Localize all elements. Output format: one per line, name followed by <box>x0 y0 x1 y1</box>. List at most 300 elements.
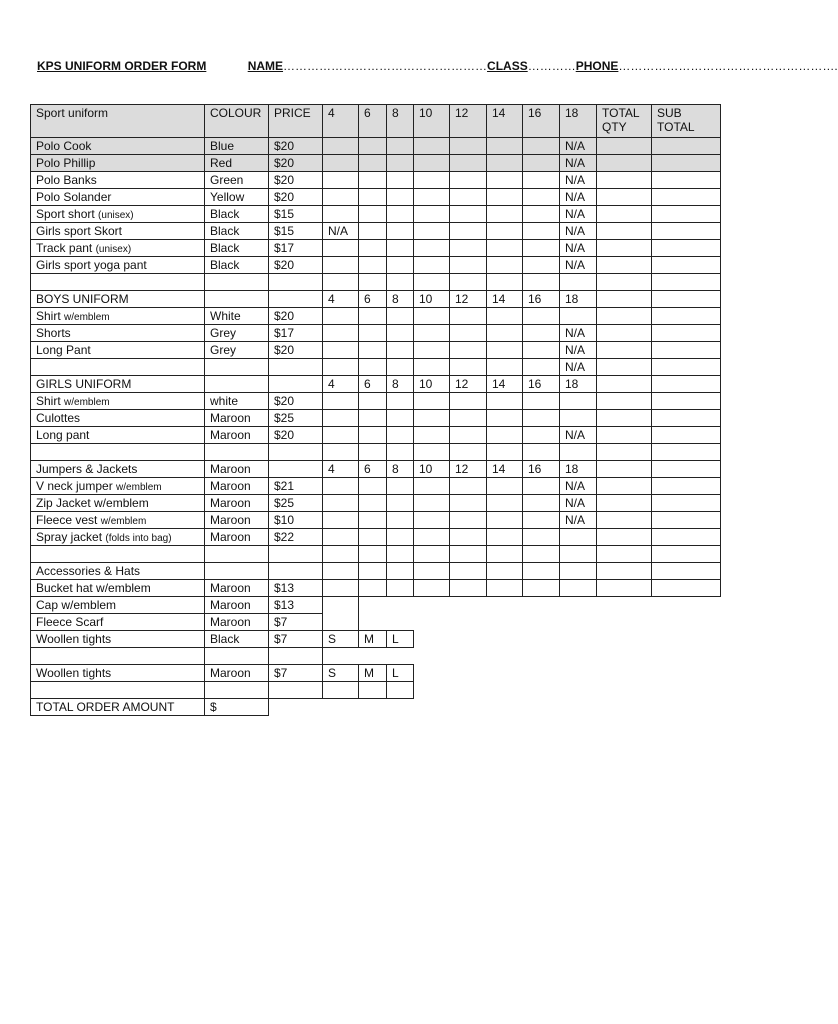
size-qty-cell[interactable] <box>413 409 449 426</box>
size-qty-cell[interactable] <box>322 239 358 256</box>
row-price: $20 <box>274 190 295 204</box>
size-header: 8 <box>392 377 399 391</box>
size-qty-cell[interactable] <box>413 154 449 171</box>
grid-line <box>358 104 359 597</box>
total-qty-cell[interactable] <box>596 341 651 358</box>
row-colour: Grey <box>210 326 237 340</box>
row-colour: Maroon <box>210 581 251 595</box>
size-qty-cell[interactable] <box>386 494 413 511</box>
size-qty-cell[interactable] <box>449 409 486 426</box>
grid-line <box>30 104 31 597</box>
sub-total-cell[interactable] <box>651 392 720 409</box>
column-header-item: Sport uniform <box>36 106 109 120</box>
size-qty-cell[interactable] <box>522 222 559 239</box>
total-qty-cell[interactable] <box>596 562 651 579</box>
size-qty-cell <box>486 358 522 375</box>
size-qty-cell[interactable] <box>559 562 596 579</box>
size-qty-cell[interactable] <box>449 477 486 494</box>
sub-total-cell[interactable] <box>651 511 720 528</box>
item-name: Polo Banks <box>36 173 97 187</box>
item-name: Polo Cook <box>36 139 92 153</box>
size-qty-cell[interactable] <box>322 511 358 528</box>
size-qty-cell[interactable] <box>386 528 413 545</box>
row-item-label <box>30 681 204 698</box>
size-qty-cell[interactable] <box>386 171 413 188</box>
size-qty-cell[interactable] <box>358 239 386 256</box>
size-header: 10 <box>419 377 433 391</box>
grid-line <box>449 104 450 597</box>
name-field[interactable]: …………………………………………… <box>283 59 488 73</box>
row-price: $17 <box>274 326 295 340</box>
item-name: Jumpers & Jackets <box>36 462 138 476</box>
size-qty-cell[interactable] <box>413 188 449 205</box>
row-item-label: Woollen tights <box>36 632 112 646</box>
size-qty-cell[interactable] <box>449 579 486 596</box>
size-qty-cell[interactable] <box>559 307 596 324</box>
size-qty-cell[interactable] <box>449 562 486 579</box>
grid-line <box>30 698 323 699</box>
size-qty-cell[interactable] <box>358 154 386 171</box>
size-qty-cell[interactable] <box>322 426 358 443</box>
size-qty-cell[interactable] <box>386 511 413 528</box>
row-price: $7 <box>274 666 288 680</box>
size-qty-cell <box>449 443 486 460</box>
total-qty-cell[interactable] <box>596 222 651 239</box>
total-qty-cell[interactable] <box>596 205 651 222</box>
grid-line <box>486 104 487 597</box>
phone-field[interactable]: ………………………………………………. <box>618 59 838 73</box>
grid-line <box>30 613 323 614</box>
size-qty-cell[interactable] <box>386 307 413 324</box>
size-qty-cell[interactable] <box>522 341 559 358</box>
sub-total-cell[interactable] <box>651 409 720 426</box>
size-qty-cell[interactable] <box>449 511 486 528</box>
item-note: w/emblem <box>64 397 110 408</box>
size-qty-cell[interactable] <box>486 205 522 222</box>
form-header <box>37 59 838 73</box>
size-qty-cell[interactable] <box>322 562 358 579</box>
sub-total-cell[interactable] <box>651 528 720 545</box>
size-qty-cell[interactable] <box>486 477 522 494</box>
size-qty-cell[interactable] <box>358 494 386 511</box>
total-qty-cell[interactable] <box>596 188 651 205</box>
size-qty-cell[interactable] <box>413 256 449 273</box>
size-header: 18 <box>565 292 579 306</box>
size-qty-cell[interactable] <box>386 205 413 222</box>
sub-total-cell[interactable] <box>651 426 720 443</box>
size-qty-cell[interactable] <box>449 494 486 511</box>
size-qty-cell <box>386 358 413 375</box>
size-qty-cell[interactable] <box>449 528 486 545</box>
size-qty-cell[interactable] <box>522 307 559 324</box>
grid-line <box>413 664 414 682</box>
row-price: $20 <box>274 173 295 187</box>
sub-total-cell[interactable] <box>651 205 720 222</box>
size-qty-cell[interactable] <box>322 171 358 188</box>
size-qty-cell[interactable] <box>386 256 413 273</box>
size-qty-cell[interactable] <box>522 154 559 171</box>
column-header-colour: COLOUR <box>210 106 262 120</box>
size-qty-cell[interactable] <box>522 256 559 273</box>
size-qty-cell[interactable] <box>322 137 358 154</box>
size-qty-cell[interactable] <box>413 511 449 528</box>
size-qty-cell[interactable] <box>386 409 413 426</box>
size-qty-cell[interactable] <box>522 239 559 256</box>
size-qty-cell[interactable] <box>486 494 522 511</box>
size-qty-cell[interactable] <box>386 324 413 341</box>
grid-line <box>30 562 721 563</box>
row-price: $20 <box>274 309 295 323</box>
size-qty-cell[interactable] <box>358 477 386 494</box>
size-qty-cell[interactable] <box>386 426 413 443</box>
size-qty-cell[interactable] <box>358 137 386 154</box>
size-qty-cell[interactable] <box>386 222 413 239</box>
sub-total-cell[interactable] <box>651 460 720 477</box>
size-qty-cell[interactable] <box>322 528 358 545</box>
size-qty-cell[interactable] <box>358 392 386 409</box>
grid-line <box>30 188 721 189</box>
size-qty-cell[interactable] <box>522 171 559 188</box>
item-note: (unisex) <box>98 210 134 221</box>
sub-total-cell[interactable] <box>651 154 720 171</box>
size-qty-cell[interactable] <box>486 426 522 443</box>
size-qty-cell <box>522 273 559 290</box>
grid-line <box>30 324 721 325</box>
size-qty-cell[interactable] <box>486 171 522 188</box>
row-colour: Black <box>210 224 240 238</box>
size-qty-cell <box>386 443 413 460</box>
sub-total-cell[interactable] <box>651 562 720 579</box>
row-item-label <box>30 154 204 171</box>
size-header: 4 <box>328 292 335 306</box>
row-price: $20 <box>274 343 295 357</box>
size-qty-cell[interactable] <box>386 154 413 171</box>
size-qty-cell[interactable] <box>522 324 559 341</box>
size-header: 14 <box>492 377 506 391</box>
grid-line <box>386 664 387 682</box>
size-header: 4 <box>328 462 335 476</box>
size-qty-cell[interactable] <box>486 392 522 409</box>
size-qty-cell[interactable] <box>413 171 449 188</box>
size-qty-cell[interactable] <box>413 392 449 409</box>
row-item-label <box>30 341 204 358</box>
sub-total-cell[interactable] <box>651 341 720 358</box>
size-qty-cell[interactable] <box>413 239 449 256</box>
grid-line <box>30 426 721 427</box>
grid-line <box>322 681 414 682</box>
size-qty-cell[interactable] <box>358 222 386 239</box>
size-qty-cell <box>486 545 522 562</box>
row-item-label <box>30 392 204 409</box>
row-item-label <box>30 579 204 596</box>
size-qty-cell[interactable] <box>322 188 358 205</box>
size-qty-cell[interactable] <box>449 188 486 205</box>
size-qty-cell[interactable] <box>413 477 449 494</box>
grid-line <box>30 222 721 223</box>
grid-line <box>30 239 721 240</box>
size-qty-cell[interactable] <box>413 222 449 239</box>
item-name: Track pant <box>36 241 93 255</box>
size-qty-cell[interactable] <box>322 256 358 273</box>
size-qty-cell[interactable] <box>486 579 522 596</box>
total-qty-cell[interactable] <box>596 579 651 596</box>
row-price: $20 <box>274 394 295 408</box>
sub-total-cell[interactable] <box>651 137 720 154</box>
size-qty-cell[interactable] <box>559 392 596 409</box>
total-qty-cell[interactable] <box>596 239 651 256</box>
total-qty-cell[interactable] <box>596 528 651 545</box>
total-qty-cell[interactable] <box>596 137 651 154</box>
size-qty-cell[interactable] <box>413 562 449 579</box>
size-qty-cell[interactable] <box>413 426 449 443</box>
sub-total-cell[interactable] <box>651 494 720 511</box>
total-qty-cell[interactable] <box>596 511 651 528</box>
total-qty-cell[interactable] <box>596 256 651 273</box>
column-header-size-14: 14 <box>492 106 506 120</box>
row-item-label <box>30 137 204 154</box>
size-qty-cell[interactable] <box>449 426 486 443</box>
item-name: Bucket hat w/emblem <box>36 581 151 595</box>
grid-line <box>413 681 414 699</box>
size-qty-cell[interactable] <box>522 409 559 426</box>
size-qty-cell[interactable] <box>413 494 449 511</box>
row-item-label <box>30 324 204 341</box>
row-colour: Maroon <box>210 479 251 493</box>
size-qty-cell[interactable] <box>522 137 559 154</box>
grid-line <box>386 681 387 699</box>
item-note: w/emblem <box>64 312 110 323</box>
sub-total-cell[interactable] <box>651 477 720 494</box>
row-colour: Maroon <box>210 496 251 510</box>
size-qty-cell[interactable] <box>486 239 522 256</box>
size-qty-cell[interactable] <box>358 511 386 528</box>
size-qty-cell <box>522 358 559 375</box>
size-qty-cell[interactable] <box>322 477 358 494</box>
sub-total-cell[interactable] <box>651 256 720 273</box>
size-qty-cell[interactable] <box>522 562 559 579</box>
item-name: Polo Solander <box>36 190 112 204</box>
size-qty-cell[interactable] <box>386 562 413 579</box>
size-qty-cell[interactable] <box>486 188 522 205</box>
item-name: Girls sport Skort <box>36 224 123 238</box>
sub-total-cell[interactable] <box>651 239 720 256</box>
size-qty-cell[interactable] <box>449 171 486 188</box>
item-name: Culottes <box>36 411 81 425</box>
size-qty-cell[interactable] <box>486 562 522 579</box>
size-qty-cell[interactable] <box>486 154 522 171</box>
size-qty-cell[interactable] <box>522 426 559 443</box>
total-qty-cell[interactable] <box>596 307 651 324</box>
size-m-label: M <box>364 666 374 680</box>
total-qty-cell[interactable] <box>596 460 651 477</box>
grid-line <box>322 104 323 597</box>
size-header: 6 <box>364 292 371 306</box>
size-na: N/A <box>565 343 586 357</box>
row-price: $21 <box>274 479 295 493</box>
sub-total-cell[interactable] <box>651 290 720 307</box>
size-qty-cell[interactable] <box>522 528 559 545</box>
column-header-size-4: 4 <box>328 106 335 120</box>
grid-line <box>30 579 721 580</box>
size-header: 10 <box>419 292 433 306</box>
row-colour: $ <box>210 700 217 714</box>
size-qty-cell[interactable] <box>358 307 386 324</box>
item-name: Shorts <box>36 326 71 340</box>
size-qty-cell[interactable] <box>449 154 486 171</box>
size-qty-cell[interactable] <box>413 324 449 341</box>
size-qty-cell[interactable] <box>322 324 358 341</box>
size-header: 14 <box>492 292 506 306</box>
size-qty-cell[interactable] <box>486 137 522 154</box>
total-qty-cell[interactable] <box>596 324 651 341</box>
grid-line <box>322 647 414 648</box>
size-qty-cell[interactable] <box>486 409 522 426</box>
row-item-label <box>30 409 204 426</box>
total-qty-cell[interactable] <box>596 171 651 188</box>
size-qty-cell[interactable] <box>522 511 559 528</box>
row-colour: Maroon <box>210 615 251 629</box>
size-qty-cell[interactable] <box>449 222 486 239</box>
size-qty-cell <box>449 545 486 562</box>
size-qty-cell[interactable] <box>522 392 559 409</box>
size-qty-cell[interactable] <box>322 205 358 222</box>
grid-line <box>30 375 721 376</box>
size-qty-cell[interactable] <box>413 205 449 222</box>
total-qty-cell[interactable] <box>596 290 651 307</box>
total-qty-cell[interactable] <box>596 494 651 511</box>
size-qty-cell <box>358 545 386 562</box>
size-qty-cell[interactable] <box>449 239 486 256</box>
size-qty-cell[interactable] <box>322 494 358 511</box>
size-qty-cell[interactable] <box>559 409 596 426</box>
size-header: 12 <box>455 292 469 306</box>
size-qty-cell[interactable] <box>522 494 559 511</box>
size-qty-cell[interactable] <box>486 341 522 358</box>
size-qty-cell[interactable] <box>358 171 386 188</box>
size-qty-cell[interactable] <box>358 562 386 579</box>
size-qty-cell[interactable] <box>386 579 413 596</box>
size-qty-cell[interactable] <box>413 579 449 596</box>
class-field[interactable]: ………… <box>527 59 576 73</box>
row-item-label <box>30 222 204 239</box>
size-qty-cell[interactable] <box>386 477 413 494</box>
size-na: N/A <box>565 173 586 187</box>
grid-line <box>30 104 721 105</box>
size-qty-cell[interactable] <box>386 341 413 358</box>
size-qty-cell <box>486 273 522 290</box>
row-item-label <box>30 511 204 528</box>
size-qty-cell[interactable] <box>559 579 596 596</box>
item-name: Zip Jacket w/emblem <box>36 496 149 510</box>
row-price: $7 <box>274 632 288 646</box>
total-qty-cell[interactable] <box>596 477 651 494</box>
size-qty-cell[interactable] <box>358 256 386 273</box>
size-qty-cell[interactable] <box>358 528 386 545</box>
size-qty-cell[interactable] <box>449 392 486 409</box>
sub-total-cell[interactable] <box>651 307 720 324</box>
size-qty-cell[interactable] <box>449 256 486 273</box>
grid-line <box>204 104 205 597</box>
size-qty-cell[interactable] <box>358 426 386 443</box>
size-qty-cell[interactable] <box>486 222 522 239</box>
item-name: Spray jacket <box>36 530 103 544</box>
size-qty-cell[interactable] <box>322 154 358 171</box>
size-qty-cell[interactable] <box>486 511 522 528</box>
size-qty-cell[interactable] <box>522 205 559 222</box>
size-header: 14 <box>492 462 506 476</box>
size-qty-cell[interactable] <box>358 205 386 222</box>
size-qty-cell[interactable] <box>358 409 386 426</box>
size-qty-cell[interactable] <box>449 137 486 154</box>
size-qty-cell[interactable] <box>322 409 358 426</box>
size-qty-cell[interactable] <box>322 579 358 596</box>
size-qty-cell[interactable] <box>522 477 559 494</box>
size-qty-cell[interactable] <box>358 188 386 205</box>
total-qty-cell[interactable] <box>596 426 651 443</box>
row-item-label <box>30 290 204 307</box>
size-qty-cell[interactable] <box>322 341 358 358</box>
size-qty-cell[interactable] <box>386 239 413 256</box>
size-qty-cell[interactable] <box>322 392 358 409</box>
sub-total-cell[interactable] <box>651 324 720 341</box>
size-qty-cell[interactable] <box>486 324 522 341</box>
item-name: Sport short <box>36 207 95 221</box>
size-qty-cell[interactable] <box>449 307 486 324</box>
size-qty-cell[interactable] <box>486 528 522 545</box>
sub-total-cell[interactable] <box>651 222 720 239</box>
total-qty-cell[interactable] <box>596 392 651 409</box>
size-l-label: L <box>392 632 399 646</box>
size-qty-cell[interactable] <box>322 307 358 324</box>
size-qty-cell[interactable] <box>413 341 449 358</box>
total-qty-cell[interactable] <box>596 375 651 392</box>
size-header: 12 <box>455 377 469 391</box>
size-qty-cell[interactable] <box>386 137 413 154</box>
size-na: N/A <box>565 479 586 493</box>
size-qty-cell[interactable] <box>486 256 522 273</box>
grid-line <box>30 409 721 410</box>
sub-total-cell[interactable] <box>651 171 720 188</box>
grid-line <box>30 477 721 478</box>
size-qty-cell[interactable] <box>413 307 449 324</box>
size-qty-cell[interactable] <box>358 579 386 596</box>
size-qty-cell[interactable] <box>358 324 386 341</box>
size-qty-cell[interactable] <box>559 528 596 545</box>
size-qty-cell[interactable] <box>386 188 413 205</box>
grid-line <box>30 528 721 529</box>
size-qty-cell[interactable] <box>449 205 486 222</box>
sub-total-cell[interactable] <box>651 375 720 392</box>
size-qty-cell[interactable] <box>449 324 486 341</box>
size-qty-cell[interactable] <box>413 137 449 154</box>
item-name: BOYS UNIFORM <box>36 292 129 306</box>
size-qty-cell[interactable] <box>522 188 559 205</box>
size-qty-cell <box>358 443 386 460</box>
total-qty-cell[interactable] <box>596 154 651 171</box>
row-colour: Maroon <box>210 411 251 425</box>
size-qty-cell[interactable] <box>522 579 559 596</box>
total-qty-cell[interactable] <box>596 409 651 426</box>
size-qty-cell[interactable] <box>386 392 413 409</box>
size-qty-cell[interactable] <box>449 341 486 358</box>
sub-total-cell[interactable] <box>651 188 720 205</box>
size-qty-cell[interactable] <box>358 341 386 358</box>
size-qty-cell[interactable] <box>413 528 449 545</box>
row-colour: Maroon <box>210 598 251 612</box>
sub-total-cell[interactable] <box>651 579 720 596</box>
size-qty-cell[interactable] <box>486 307 522 324</box>
grid-line <box>30 256 721 257</box>
